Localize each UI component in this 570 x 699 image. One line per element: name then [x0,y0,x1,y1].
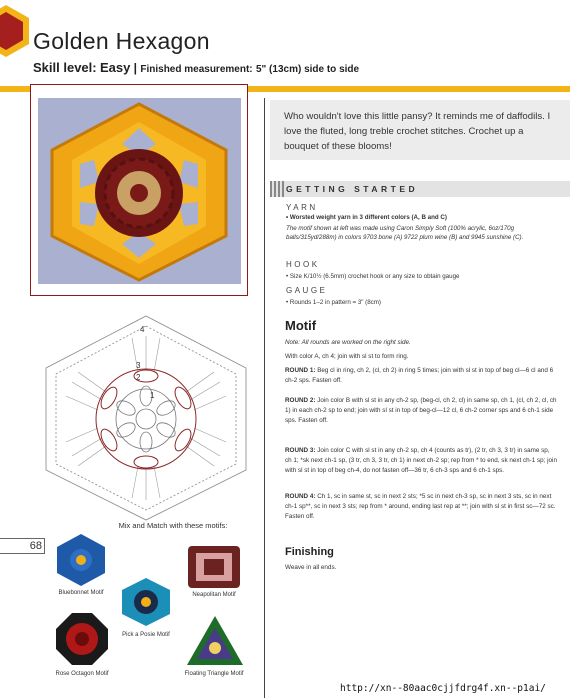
getting-started-title: GETTING STARTED [286,184,419,194]
round-label-3: 3 [136,361,141,370]
motif-photo [38,98,241,284]
motif-note: Note: All rounds are worked on the right side. [285,339,411,346]
hook-item: • Size K/10½ (6.5mm) crochet hook or any size to obtain gauge [286,273,460,280]
rose-octagon-label: Rose Octagon Motif [55,671,109,677]
round-4-label: ROUND 4: [285,493,316,500]
gauge-label: GAUGE [286,286,328,295]
column-divider [264,98,265,698]
neapolitan-motif-image [186,544,242,590]
round-label-2: 2 [136,373,141,382]
subtitle [33,60,359,75]
round-3 [285,446,557,475]
round-1 [285,366,557,386]
round-4-text: Ch 1, sc in same st, sc in next 2 sts; *5 sc in next ch-3 sp, sc in next 3 sts, sc in next ch-1 sp**, sc in next 3 sts; rep from * around, ending last rep at **; join with sl st in first sc—72 sc. Fasten off. [285,493,556,520]
yarn-item: • Worsted weight yarn in 3 different colors (A, B and C) [286,214,447,221]
separator: | [133,61,138,75]
finished-value: 5" (13cm) side to side [255,64,360,75]
gauge-item: • Rounds 1–2 in pattern = 3" (8cm) [286,299,381,306]
intro-text: Who wouldn't love this little pansy? It reminds me of daffodils. I love the fluted, long treble crochet stitches. Crochet up a bouquet of these blooms! [284,111,551,152]
hook-label: HOOK [286,260,320,269]
page-number: 68 [0,538,45,554]
finishing-text: Weave in all ends. [285,564,337,571]
yarn-label: YARN [286,203,318,212]
round-1-text: Beg cl in ring, ch 2, (cl, ch 2) in ring 5 times; join with sl st in top of beg cl—6 cl and 6 ch-2 sps. Fasten off. [285,367,554,384]
page-title: Golden Hexagon [33,28,210,54]
crochet-chart-diagram [30,310,262,524]
finished-label: Finished measurement: [140,64,253,75]
round-label-1: 1 [150,391,155,400]
accent-bar-right [268,86,570,92]
round-3-text: Join color C with sl st in any ch-2 sp, ch 4 (counts as tr), (2 tr, ch 3, 3 tr) in same sp, ch 1; *sk next ch-1 sp, (3 tr, ch 3, 3 tr, ch 1) in next ch-2 sp; rep from * to end, sk next ch-1 sp; join with sl st in top of beg ch-4, do not fasten off—36 tr, 6 ch-3 sps and 6 ch-1 sps. [285,447,557,474]
footer-url[interactable]: http://xn--80aac0cjjfdrg4f.xn--p1ai/ [340,683,546,694]
mix-match-heading: Mix and Match with these motifs: [118,521,228,530]
pick-a-posie-label: Pick a Posie Motif [122,632,170,638]
floating-triangle-motif-image [185,614,245,668]
round-3-label: ROUND 3: [285,447,316,454]
motif-heading: Motif [285,318,317,333]
skill-value: Easy [99,60,131,75]
round-1-label: ROUND 1: [285,367,316,374]
skill-label: Skill level: [33,60,97,75]
round-2-text: Join color B with sl st in any ch-2 sp, (beg-cl, ch 2, cl) in same sp, ch 1, (cl, ch 2, cl, ch 1) in each ch-2 sp to end; join with sl st in top of beg-cl—12 cl, 6 ch-2 corner sps and 6 ch-1 side sps. Fasten off. [285,397,557,424]
round-2 [285,396,557,425]
bluebonnet-label: Bluebonnet Motif [58,590,104,596]
yarn-note: The motif shown at left was made using Caron Simply Soft (100% acrylic, 6oz/170g balls/315yd/288m) in colors 9703 bone (A) 9722 plum wine (B) and 9945 sunshine (C). [286,225,524,242]
pick-a-posie-motif-image [119,576,173,628]
finishing-heading: Finishing [285,546,334,558]
hexagon-badge-icon [0,4,30,58]
bluebonnet-motif-image [54,532,108,588]
round-2-label: ROUND 2: [285,397,316,404]
round-4 [285,492,557,521]
round-label-4: 4 [140,325,145,334]
floating-triangle-label: Floating Triangle Motif [184,671,244,677]
motif-start: With color A, ch 4; join with sl st to form ring. [285,353,409,360]
rose-octagon-motif-image [54,611,110,667]
neapolitan-label: Neapolitan Motif [192,592,236,598]
